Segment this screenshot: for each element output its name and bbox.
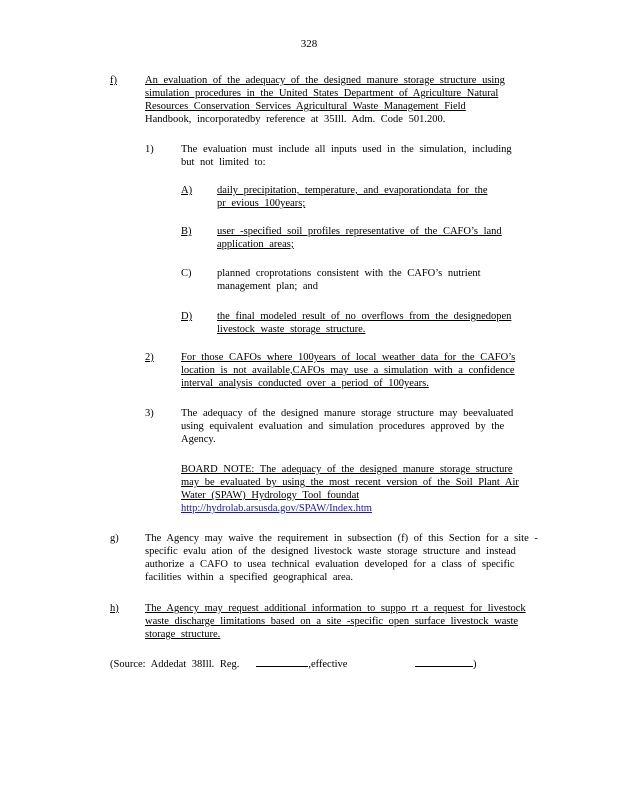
section-f-marker: f) bbox=[110, 75, 117, 86]
subitem-c-line-2: management plan; and bbox=[217, 281, 319, 292]
item-1-line-1: The evaluation must include all inputs used in the simulation, including bbox=[181, 144, 512, 155]
section-f-line-1: An evaluation of the adequacy of the designed manure storage structure using bbox=[145, 75, 505, 86]
spaw-link[interactable]: http://hydrolab.arsusda.gov/SPAW/Index.htm bbox=[181, 503, 372, 514]
source-line bbox=[110, 657, 476, 671]
section-f-line-2: simulation procedures in the United States Department of Agriculture Natural bbox=[145, 88, 499, 99]
item-2-line-1: For those CAFOs where 100years of local weather data for the CAFO’s bbox=[181, 352, 516, 363]
board-note-line-1: BOARD NOTE: The adequacy of the designed manure storage structure bbox=[181, 464, 513, 475]
subitem-b-marker: B) bbox=[181, 226, 192, 237]
board-note-line-2: may be evaluated by using the most recent version of the Soil Plant Air bbox=[181, 477, 519, 488]
board-note-line-3: Water (SPAW) Hydrology Tool foundat bbox=[181, 490, 360, 501]
section-h-line-3: storage structure. bbox=[145, 629, 221, 640]
source-reg-blank bbox=[256, 657, 308, 667]
section-g-line-3: authorize a CAFO to usea technical evaluation developed for a class of specific bbox=[145, 559, 515, 570]
item-1-line-2: but not limited to: bbox=[181, 157, 266, 168]
subitem-a-line-2: pr evious 100years; bbox=[217, 198, 306, 209]
subitem-d-marker: D) bbox=[181, 311, 193, 322]
source-prefix: (Source: Addedat 38Ill. Reg. bbox=[110, 659, 240, 670]
section-h-line-2: waste discharge limitations based on a site -specific open surface livestock waste bbox=[145, 616, 519, 627]
item-3-line-2: using equivalent evaluation and simulation procedures approved by the bbox=[181, 421, 505, 432]
item-2-line-3: interval analysis conducted over a period of 100years. bbox=[181, 378, 429, 389]
item-3-marker: 3) bbox=[145, 408, 154, 419]
section-g-line-1: The Agency may waive the requirement in subsection (f) of this Section for a site - bbox=[145, 533, 538, 544]
item-1-marker: 1) bbox=[145, 144, 154, 155]
item-2-line-2: location is not available,CAFOs may use a simulation with a confidence bbox=[181, 365, 515, 376]
source-effective-blank bbox=[415, 657, 473, 667]
page-number: 328 bbox=[300, 38, 318, 50]
subitem-a-marker: A) bbox=[181, 185, 193, 196]
section-g-marker: g) bbox=[110, 533, 119, 544]
subitem-c-marker: C) bbox=[181, 268, 192, 279]
subitem-a-line-1: daily precipitation, temperature, and evaporationdata for the bbox=[217, 185, 488, 196]
subitem-c-line-1: planned croprotations consistent with the CAFO’s nutrient bbox=[217, 268, 481, 279]
section-f-line-3: Resources Conservation Services Agricultural Waste Management Field bbox=[145, 101, 466, 112]
section-f-line-4: Handbook, incorporatedby reference at 35Ill. Adm. Code 501.200. bbox=[145, 114, 446, 125]
item-3-line-1: The adequacy of the designed manure storage structure may beevaluated bbox=[181, 408, 514, 419]
section-g-line-2: specific evalu ation of the designed livestock waste storage structure and instead bbox=[145, 546, 516, 557]
section-g-line-4: facilities within a specified geographical area. bbox=[145, 572, 353, 583]
item-3-line-3: Agency. bbox=[181, 434, 216, 445]
subitem-b-line-1: user -specified soil profiles representative of the CAFO’s land bbox=[217, 226, 502, 237]
section-h-line-1: The Agency may request additional information to suppo rt a request for livestock bbox=[145, 603, 526, 614]
subitem-d-line-2: livestock waste storage structure. bbox=[217, 324, 366, 335]
section-h-marker: h) bbox=[110, 603, 119, 614]
item-2-marker: 2) bbox=[145, 352, 154, 363]
source-middle: ,effective bbox=[308, 659, 348, 670]
source-suffix: ) bbox=[472, 659, 477, 670]
subitem-b-line-2: application areas; bbox=[217, 239, 294, 250]
subitem-d-line-1: the final modeled result of no overflows from the designedopen bbox=[217, 311, 512, 322]
